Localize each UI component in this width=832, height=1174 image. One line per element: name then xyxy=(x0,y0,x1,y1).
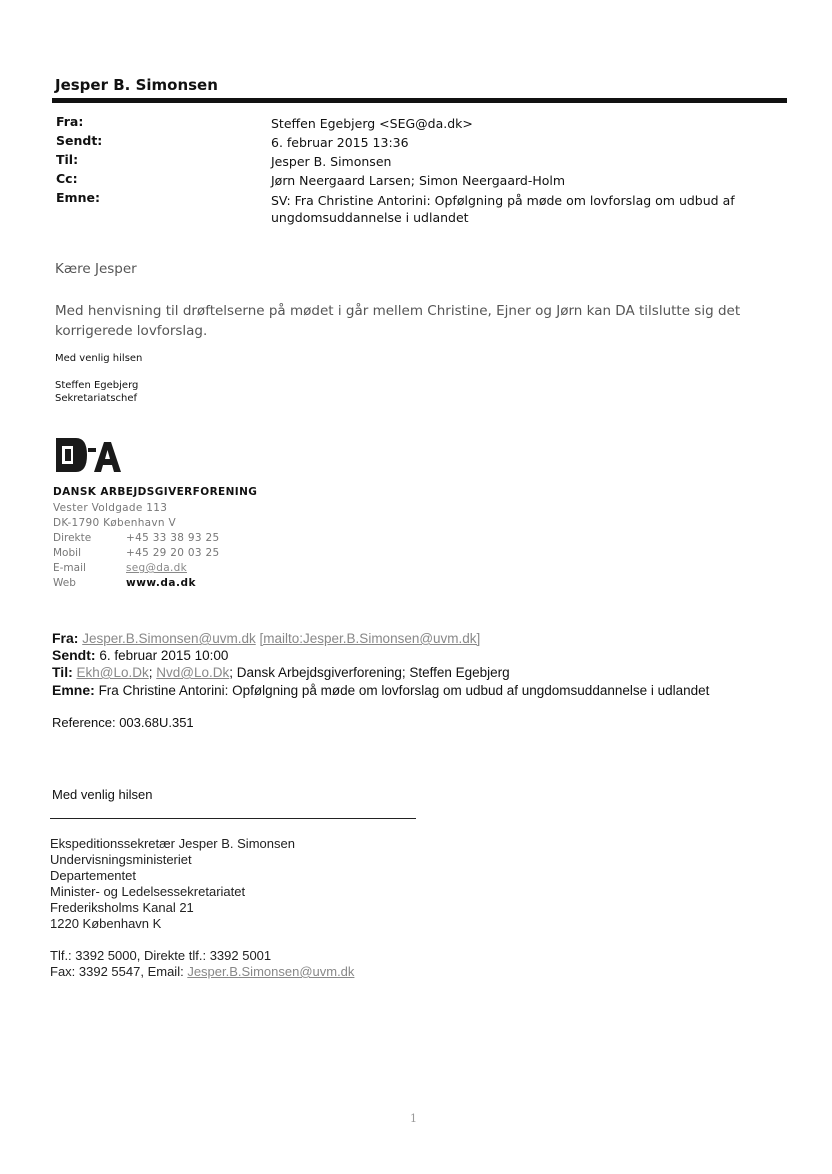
fra-value: Steffen Egebjerg <SEG@da.dk> xyxy=(271,116,473,131)
org-name: DANSK ARBEJDSGIVERFORENING xyxy=(53,486,258,498)
forwarded-closing: Med venlig hilsen xyxy=(52,787,153,802)
forwarded-sendt-line xyxy=(52,647,228,663)
sig-line: Minister- og Ledelsessekretariatet xyxy=(50,884,246,899)
sig-line: Departementet xyxy=(50,868,136,883)
fra-label: Fra: xyxy=(56,114,84,129)
org-address-street: Vester Voldgade 113 xyxy=(53,502,168,514)
contact-label: Mobil xyxy=(53,547,81,559)
sig-fax-email xyxy=(50,964,354,979)
forwarded-sendt-value: 6. februar 2015 10:00 xyxy=(99,648,229,663)
forwarded-til-label: Til: xyxy=(52,664,73,680)
sig-line: Ekspeditionssekretær Jesper B. Simonsen xyxy=(50,836,295,851)
da-logo xyxy=(54,436,122,478)
emne-value-line1: SV: Fra Christine Antorini: Opfølgning på møde om lovforslag om udbud af xyxy=(271,193,735,208)
signature-rule xyxy=(50,818,416,819)
contact-label: E-mail xyxy=(53,562,86,574)
recipient-link-nvd[interactable]: Nvd@Lo.Dk xyxy=(156,665,230,680)
web-link[interactable]: www.da.dk xyxy=(126,577,197,589)
org-address-city: DK-1790 København V xyxy=(53,517,176,529)
sendt-label: Sendt: xyxy=(56,133,103,148)
reference: Reference: 003.68U.351 xyxy=(52,715,194,730)
header-rule xyxy=(52,98,787,103)
emne-label: Emne: xyxy=(56,190,100,205)
message-body: Med henvisning til drøftelserne på mødet i går mellem Christine, Ejner og Jørn kan DA tilslutte sig det korrigerede lovforslag. xyxy=(55,303,741,339)
forwarded-til-line xyxy=(52,664,510,680)
sig-fax-label: Fax: 3392 5547, Email: xyxy=(50,964,188,979)
contact-label: Web xyxy=(53,577,76,589)
til-label: Til: xyxy=(56,152,79,167)
sig-line: Undervisningsministeriet xyxy=(50,852,192,867)
sig-phone: Tlf.: 3392 5000, Direkte tlf.: 3392 5001 xyxy=(50,948,272,963)
cc-label: Cc: xyxy=(56,171,78,186)
contact-label: Direkte xyxy=(53,532,92,544)
signature-title: Sekretariatschef xyxy=(55,393,138,404)
sig-line: 1220 København K xyxy=(50,916,162,931)
mailto-link[interactable]: [mailto:Jesper.B.Simonsen@uvm.dk] xyxy=(259,631,481,646)
emne-value-line2: ungdomsuddannelse i udlandet xyxy=(271,210,469,225)
forwarded-emne-line xyxy=(52,682,709,698)
signature-name: Steffen Egebjerg xyxy=(55,380,139,391)
sig-line: Frederiksholms Kanal 21 xyxy=(50,900,194,915)
forwarded-sendt-label: Sendt: xyxy=(52,647,96,663)
forwarded-fra-line xyxy=(52,630,480,646)
forwarded-emne-value: Fra Christine Antorini: Opfølgning på møde om lovforslag om udbud af ungdomsuddannelse i udlandet xyxy=(98,683,710,698)
greeting: Kære Jesper xyxy=(55,261,137,277)
contact-value: +45 29 20 03 25 xyxy=(126,547,220,559)
email-link[interactable]: seg@da.dk xyxy=(126,562,187,574)
sendt-value: 6. februar 2015 13:36 xyxy=(271,135,409,150)
recipient-separator: ; xyxy=(148,665,153,680)
page-number: 1 xyxy=(410,1112,417,1125)
forwarded-fra-label: Fra: xyxy=(52,630,79,646)
closing: Med venlig hilsen xyxy=(55,353,143,364)
contact-value: +45 33 38 93 25 xyxy=(126,532,220,544)
recipient-link-ekh[interactable]: Ekh@Lo.Dk xyxy=(76,665,149,680)
cc-value: Jørn Neergaard Larsen; Simon Neergaard-Holm xyxy=(271,173,566,188)
recipient-rest: ; Dansk Arbejdsgiverforening; Steffen Egebjerg xyxy=(229,665,510,680)
sender-email-link[interactable]: Jesper.B.Simonsen@uvm.dk xyxy=(82,631,256,646)
til-value: Jesper B. Simonsen xyxy=(271,154,392,169)
sig-email-link[interactable]: Jesper.B.Simonsen@uvm.dk xyxy=(187,964,355,979)
sender-name: Jesper B. Simonsen xyxy=(55,76,218,94)
forwarded-emne-label: Emne: xyxy=(52,682,95,698)
